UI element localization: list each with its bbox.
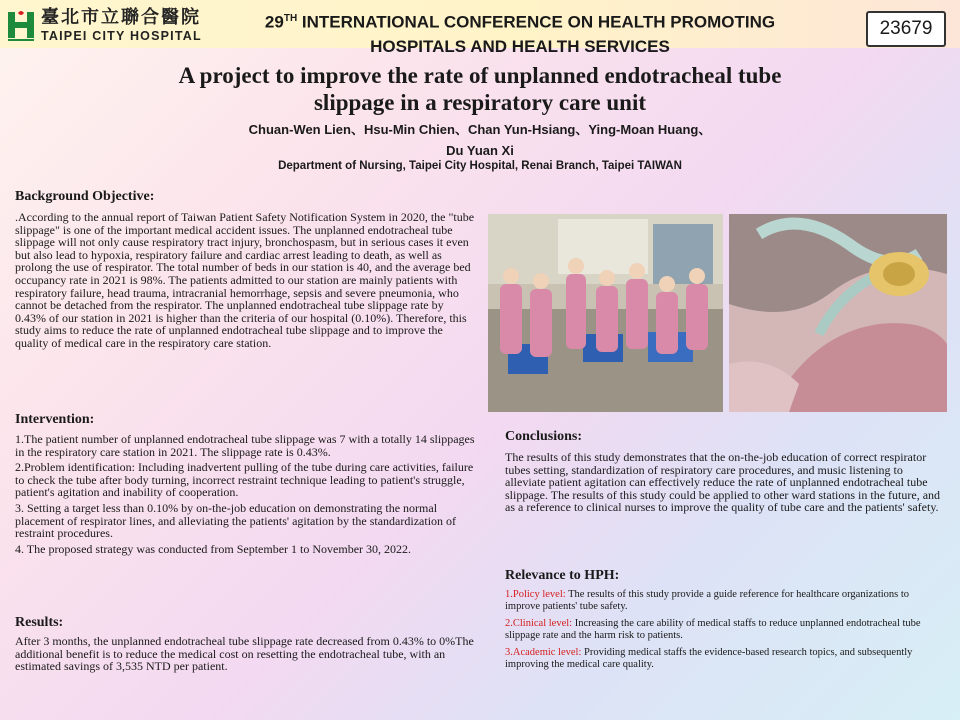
intervention-item: 3. Setting a target less than 0.10% by on-the-job education on demonstrating the normal placement of respirator lines, and alleviating the patients' agitation by the standardization of restraint procedures. [15, 500, 457, 541]
background-heading: Background Objective: [15, 189, 155, 204]
background-section [15, 189, 475, 350]
relevance-heading: Relevance to HPH: [505, 568, 620, 583]
authors-line1: Chuan-Wen Lien、Hsu-Min Chien、Chan Yun-Hsiang、Ying-Moan Huang、 [248, 122, 712, 137]
affiliation: Department of Nursing, Taipei City Hospital, Renai Branch, Taipei TAIWAN [278, 160, 682, 172]
relevance-item-label: 2.Clinical level: [505, 617, 573, 629]
results-heading: Results: [15, 615, 64, 630]
poster-title-line1: A project to improve the rate of unplanned endotracheal tube [178, 63, 782, 88]
conference-ordinal: 29 [264, 12, 284, 32]
relevance-item-text: Providing medical staffs the evidence-based research topics, and subsequently improving the medical care quality. [505, 646, 913, 671]
relevance-item-label: 3.Academic level: [505, 646, 582, 658]
conference-ordinal-suffix: TH [283, 13, 298, 24]
authors-line2: Du Yuan Xi [446, 143, 514, 158]
results-text: After 3 months, the unplanned endotracheal tube slippage rate decreased from 0.43% to 0%The additional benefit is to reduce the medical cost on resetting the endotracheal tube, with an estimated savings of 3,535 NTD per patient. [15, 634, 474, 674]
author-list [140, 119, 820, 161]
intervention-item: 4. The proposed strategy was conducted from September 1 to November 30, 2022. [15, 541, 412, 556]
relevance-section [505, 568, 945, 675]
intervention-heading: Intervention: [15, 412, 95, 427]
staff-training-photo [488, 214, 723, 412]
results-section [15, 615, 475, 673]
conclusions-text: The results of this study demonstrates that the on-the-job education of correct respirator tubes setting, standardization of respiratory care procedures, and music listening to alleviate patient agitation can effectively reduce the rate of unplanned endotracheal tube slippage. The results of this study could be applied to other ward stations in the future, and as a reference to clinical nurses to improve the quality of tube care and the patients' safety. [505, 450, 941, 515]
conclusions-section [505, 429, 945, 514]
relevance-item [505, 618, 945, 643]
hospital-emblem-icon [6, 9, 36, 43]
intervention-item: 2.Problem identification: Including inadvertent pulling of the tube during care activities, failure to check the tube after body turning, incorrect restraint technique leading to patient's struggle, patient's agitation and inability of cooperation. [15, 460, 474, 500]
relevance-item-text: Increasing the care ability of medical staffs to reduce unplanned endotracheal tube slippage rate and the harm risk to patients. [505, 617, 921, 642]
background-text: .According to the annual report of Taiwan Patient Safety Notification System in 2020, the "tube slippage" is one of the important medical accident issues. The unplanned endotracheal tube slippage will not only cause respiratory tract injury, bronchospasm, but in serious cases it even but also lead to hypoxia, respiratory failure and cardiac arrest leading to death, as well as prolong the use of respirator. The total number of beds in our station is 40, and the average bed occupancy rate in 2021 is 98%. The patients admitted to our station are mainly patients with respiratory failure, head trauma, intracranial hemorrhage, sepsis and severe pneumonia, who cannot be detached from the respirator. The unplanned endotracheal tube slippage rate by 0.43% of our station in 2021 is higher than the criteria of our hospital (0.10%). Therefore, this study aims to reduce the rate of unplanned endotracheal tube slippage and to improve the quality of medical care in the respiratory care station. [15, 210, 475, 350]
relevance-item [505, 647, 945, 672]
intervention-item: 1.The patient number of unplanned endotracheal tube slippage was 7 with a totally 14 slippages in the respiratory care station in 2021. The slippage rate is 0.43%. [15, 432, 475, 459]
hospital-logo [6, 6, 248, 46]
conference-title [250, 7, 790, 59]
poster-id-box: 23679 [866, 11, 946, 47]
conclusions-heading: Conclusions: [505, 429, 583, 444]
relevance-item-text: The results of this study provide a guide reference for healthcare organizations to improve patients' tube safety. [505, 589, 910, 613]
logo-chinese-name: 臺北市立聯合醫院 [41, 7, 201, 29]
poster-title [140, 62, 820, 116]
patient-tube-photo [729, 214, 947, 412]
poster-title-line2: slippage in a respiratory care unit [313, 90, 646, 115]
conference-line1: INTERNATIONAL CONFERENCE ON HEALTH PROMOTING [297, 12, 776, 32]
intervention-section [15, 412, 475, 558]
relevance-item [505, 589, 945, 614]
relevance-item-label: 1.Policy level: [505, 589, 566, 600]
logo-english-name: TAIPEI CITY HOSPITAL [41, 29, 202, 44]
conference-line2: HOSPITALS AND HEALTH SERVICES [370, 36, 670, 56]
